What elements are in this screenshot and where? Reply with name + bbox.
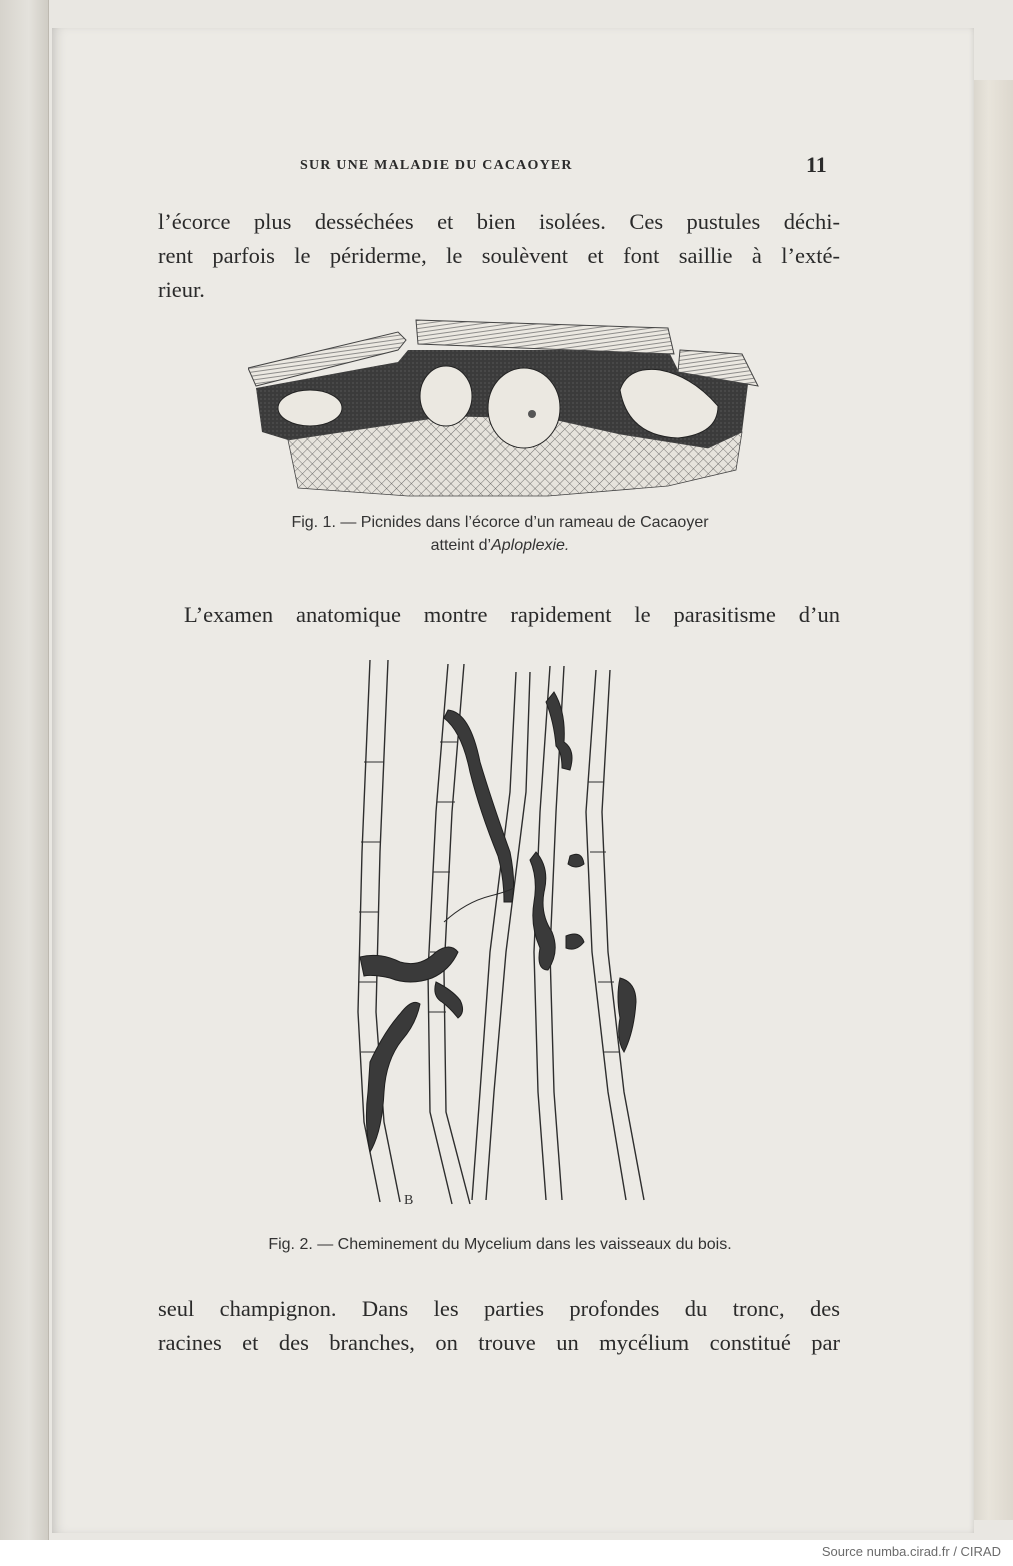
mycelium-hypha <box>618 978 636 1052</box>
picnide-spot <box>528 410 536 418</box>
figure-1-illustration <box>248 310 760 502</box>
wood-vessel <box>602 670 644 1200</box>
caption-italic-text: Aploplexie. <box>491 537 570 554</box>
paragraph-line: L’examen anatomique montre rapidement le parasitisme d’un <box>184 602 840 627</box>
paragraph-line: rent parfois le périderme, le soulèvent et font saillie à l’exté- <box>158 243 840 268</box>
left-page-edge <box>0 0 49 1540</box>
source-credit: Source numba.cirad.fr / CIRAD <box>821 1544 1001 1559</box>
figure-2-caption: Fig. 2. — Cheminement du Mycelium dans les vaisseaux du bois. <box>268 1236 732 1253</box>
figure-1-caption: Fig. 1. — Picnides dans l’écorce d’un rameau de Cacaoyer <box>291 514 709 531</box>
mycelium-hypha <box>568 854 584 867</box>
mycelium-hypha <box>366 1002 420 1152</box>
paragraph-line: l’écorce plus desséchées et bien isolées. Ces pustules déchi- <box>158 209 840 234</box>
paragraph-line: seul champignon. Dans les parties profondes du tronc, des <box>158 1296 840 1321</box>
mycelium-hypha <box>566 934 584 949</box>
picnide-cavity <box>420 366 472 426</box>
mycelium-hypha <box>444 710 514 902</box>
caption-text: atteint d’ <box>430 537 492 554</box>
running-title: SUR UNE MALADIE DU CACAOYER <box>300 158 573 173</box>
picnide-cavity <box>488 368 560 448</box>
paragraph-line: rieur. <box>158 277 205 302</box>
mycelium-hypha <box>435 982 463 1018</box>
mycelium-hypha <box>360 947 458 982</box>
engraver-monogram: B <box>404 1193 414 1208</box>
periderm-middle <box>416 320 674 354</box>
footer-bar <box>0 1540 1013 1566</box>
right-page-stack <box>970 80 1013 1520</box>
figure-1-caption-line2 <box>200 537 800 555</box>
page-number: 11 <box>806 152 827 177</box>
picnide-cavity <box>278 390 342 426</box>
paragraph-line: racines et des branches, on trouve un mycélium constitué par <box>158 1330 840 1355</box>
figure-2-illustration <box>340 652 660 1212</box>
wood-vessel <box>472 672 516 1200</box>
